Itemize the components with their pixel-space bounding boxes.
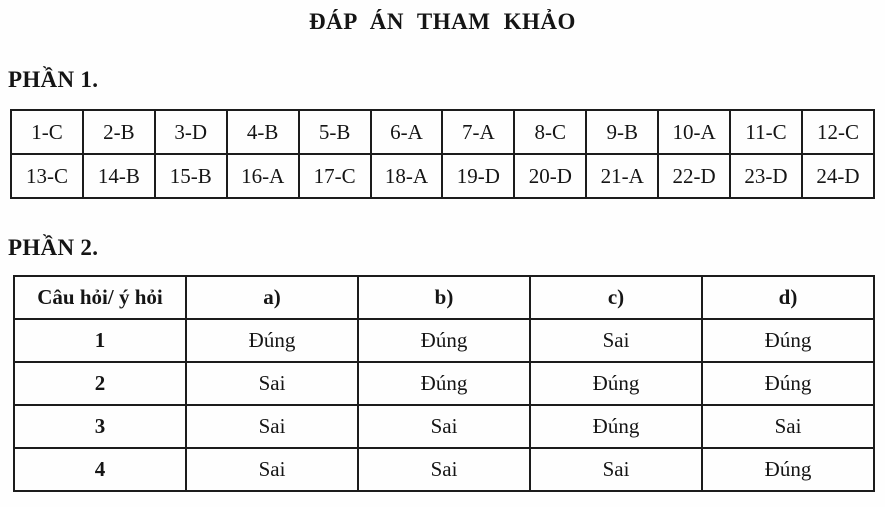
answer-cell: 24-D [802, 154, 874, 198]
true-false-cell: Đúng [702, 319, 874, 362]
answer-cell: 1-C [11, 110, 83, 154]
true-false-cell: Sai [186, 362, 358, 405]
answer-cell: 6-A [371, 110, 443, 154]
document-title: ĐÁP ÁN THAM KHẢO [309, 9, 576, 34]
answer-cell: 10-A [658, 110, 730, 154]
true-false-cell: Sai [358, 405, 530, 448]
answer-cell: 15-B [155, 154, 227, 198]
true-false-cell: Sai [530, 448, 702, 491]
answer-cell: 12-C [802, 110, 874, 154]
column-header-question: Câu hỏi/ ý hỏi [14, 276, 186, 319]
answer-cell: 13-C [11, 154, 83, 198]
answer-cell: 7-A [442, 110, 514, 154]
part2-row-1 [14, 319, 874, 362]
true-false-cell: Sai [186, 405, 358, 448]
answer-cell: 3-D [155, 110, 227, 154]
true-false-cell: Đúng [358, 362, 530, 405]
part1-row-1 [11, 110, 874, 154]
true-false-cell: Sai [530, 319, 702, 362]
true-false-cell: Đúng [530, 405, 702, 448]
answer-cell: 20-D [514, 154, 586, 198]
answer-cell: 18-A [371, 154, 443, 198]
column-header-d: d) [702, 276, 874, 319]
question-number: 3 [14, 405, 186, 448]
answer-cell: 22-D [658, 154, 730, 198]
part2-row-3 [14, 405, 874, 448]
answer-cell: 9-B [586, 110, 658, 154]
true-false-cell: Đúng [702, 362, 874, 405]
part2-row-2 [14, 362, 874, 405]
answer-cell: 19-D [442, 154, 514, 198]
part1-heading: PHẦN 1. [8, 67, 99, 92]
answer-cell: 2-B [83, 110, 155, 154]
answer-cell: 11-C [730, 110, 802, 154]
true-false-cell: Đúng [530, 362, 702, 405]
column-header-c: c) [530, 276, 702, 319]
column-header-a: a) [186, 276, 358, 319]
part1-row-2 [11, 154, 874, 198]
part1-answers-table [10, 109, 875, 199]
answer-cell: 23-D [730, 154, 802, 198]
answer-cell: 8-C [514, 110, 586, 154]
question-number: 1 [14, 319, 186, 362]
answer-cell: 4-B [227, 110, 299, 154]
part2-row-4 [14, 448, 874, 491]
part2-true-false-table [13, 275, 875, 492]
answer-cell: 21-A [586, 154, 658, 198]
true-false-cell: Đúng [702, 448, 874, 491]
part2-header-row [14, 276, 874, 319]
answer-cell: 16-A [227, 154, 299, 198]
question-number: 4 [14, 448, 186, 491]
part2-heading: PHẦN 2. [8, 235, 99, 260]
question-number: 2 [14, 362, 186, 405]
true-false-cell: Đúng [358, 319, 530, 362]
answer-cell: 17-C [299, 154, 371, 198]
answer-cell: 5-B [299, 110, 371, 154]
true-false-cell: Sai [186, 448, 358, 491]
true-false-cell: Đúng [186, 319, 358, 362]
true-false-cell: Sai [358, 448, 530, 491]
answer-cell: 14-B [83, 154, 155, 198]
true-false-cell: Sai [702, 405, 874, 448]
column-header-b: b) [358, 276, 530, 319]
